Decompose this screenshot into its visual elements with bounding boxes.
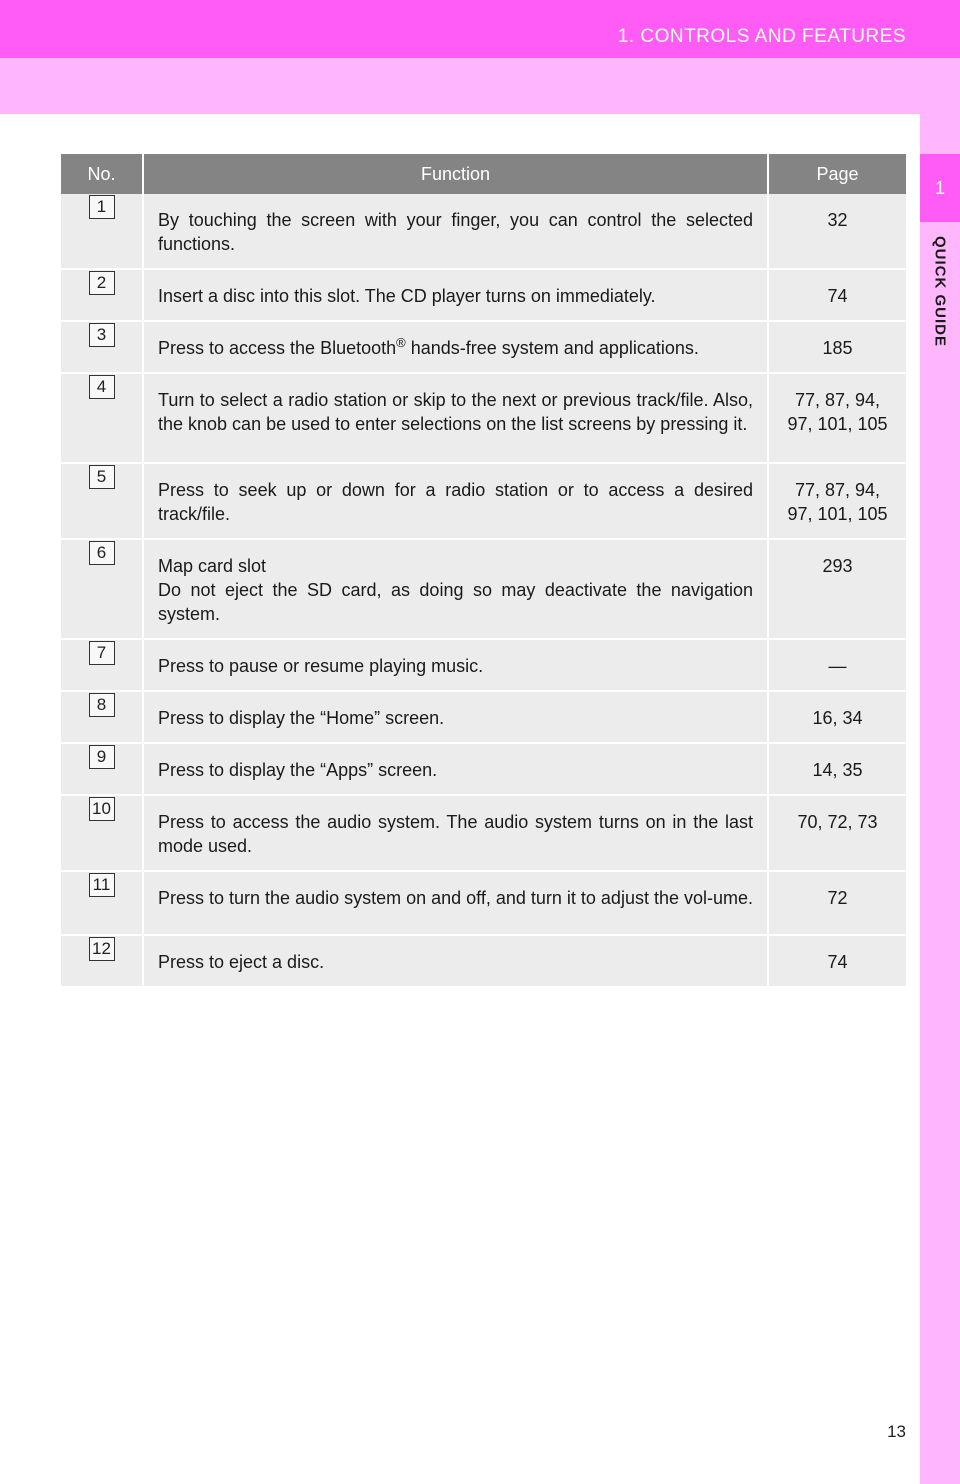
- table-row: [61, 743, 906, 795]
- table-row: [61, 935, 906, 987]
- row-number-cell: [61, 539, 143, 639]
- function-cell: By touching the screen with your finger, you can control the selected functions.: [143, 194, 768, 269]
- function-cell: Press to access the Bluetooth® hands-free system and applications.: [143, 321, 768, 373]
- function-cell: Insert a disc into this slot. The CD player turns on immediately.: [143, 269, 768, 321]
- table-row: [61, 539, 906, 639]
- function-cell: Press to turn the audio system on and off, and turn it to adjust the vol-ume.: [143, 871, 768, 935]
- row-number-cell: [61, 639, 143, 691]
- page-reference-cell: 74: [768, 269, 906, 321]
- header-band: [0, 58, 960, 114]
- function-cell: Turn to select a radio station or skip to the next or previous track/file. Also, the knob can be used to enter selections on the list screens by pressing it.: [143, 373, 768, 463]
- table-row: [61, 194, 906, 269]
- table-row: [61, 373, 906, 463]
- row-number-box: 8: [89, 693, 115, 717]
- row-number-box: 5: [89, 465, 115, 489]
- row-number-box: 4: [89, 375, 115, 399]
- row-number-cell: [61, 691, 143, 743]
- table-row: [61, 639, 906, 691]
- table-header-row: [61, 154, 906, 194]
- column-header-page: Page: [768, 154, 906, 194]
- chapter-label: QUICK GUIDE: [931, 236, 949, 348]
- row-number-box: 3: [89, 323, 115, 347]
- table-row: [61, 795, 906, 871]
- page-reference-cell: 293: [768, 539, 906, 639]
- function-cell: Press to seek up or down for a radio station or to access a desired track/file.: [143, 463, 768, 539]
- header-bar: [0, 0, 960, 58]
- function-table: [61, 154, 906, 988]
- function-cell: Press to display the “Apps” screen.: [143, 743, 768, 795]
- table-row: [61, 463, 906, 539]
- page-reference-cell: 32: [768, 194, 906, 269]
- row-number-cell: [61, 795, 143, 871]
- row-number-box: 9: [89, 745, 115, 769]
- table-body: [61, 194, 906, 987]
- table-row: [61, 691, 906, 743]
- row-number-box: 7: [89, 641, 115, 665]
- table-row: [61, 321, 906, 373]
- row-number-cell: [61, 194, 143, 269]
- row-number-cell: [61, 373, 143, 463]
- page-reference-cell: 16, 34: [768, 691, 906, 743]
- function-cell: Map card slot Do not eject the SD card, as doing so may deactivate the navigation system.: [143, 539, 768, 639]
- function-cell: Press to pause or resume playing music.: [143, 639, 768, 691]
- function-cell: Press to access the audio system. The audio system turns on in the last mode used.: [143, 795, 768, 871]
- chapter-tab[interactable]: 1: [920, 154, 960, 222]
- row-number-box: 10: [89, 797, 115, 821]
- column-header-no: No.: [61, 154, 143, 194]
- row-number-box: 12: [89, 937, 115, 961]
- page-reference-cell: 14, 35: [768, 743, 906, 795]
- table-row: [61, 871, 906, 935]
- function-cell: Press to display the “Home” screen.: [143, 691, 768, 743]
- page-reference-cell: 77, 87, 94, 97, 101, 105: [768, 373, 906, 463]
- page-reference-cell: 74: [768, 935, 906, 987]
- table-row: [61, 269, 906, 321]
- row-number-cell: [61, 269, 143, 321]
- page-reference-cell: 72: [768, 871, 906, 935]
- page-reference-cell: —: [768, 639, 906, 691]
- section-title: 1. CONTROLS AND FEATURES: [617, 26, 906, 47]
- row-number-cell: [61, 871, 143, 935]
- column-header-function: Function: [143, 154, 768, 194]
- page-number: 13: [887, 1422, 906, 1441]
- function-cell: Press to eject a disc.: [143, 935, 768, 987]
- page-reference-cell: 70, 72, 73: [768, 795, 906, 871]
- row-number-box: 1: [89, 195, 115, 219]
- row-number-box: 11: [89, 873, 115, 897]
- page-reference-cell: 77, 87, 94, 97, 101, 105: [768, 463, 906, 539]
- page-reference-cell: 185: [768, 321, 906, 373]
- row-number-box: 6: [89, 541, 115, 565]
- row-number-cell: [61, 463, 143, 539]
- row-number-cell: [61, 321, 143, 373]
- row-number-cell: [61, 935, 143, 987]
- row-number-box: 2: [89, 271, 115, 295]
- row-number-cell: [61, 743, 143, 795]
